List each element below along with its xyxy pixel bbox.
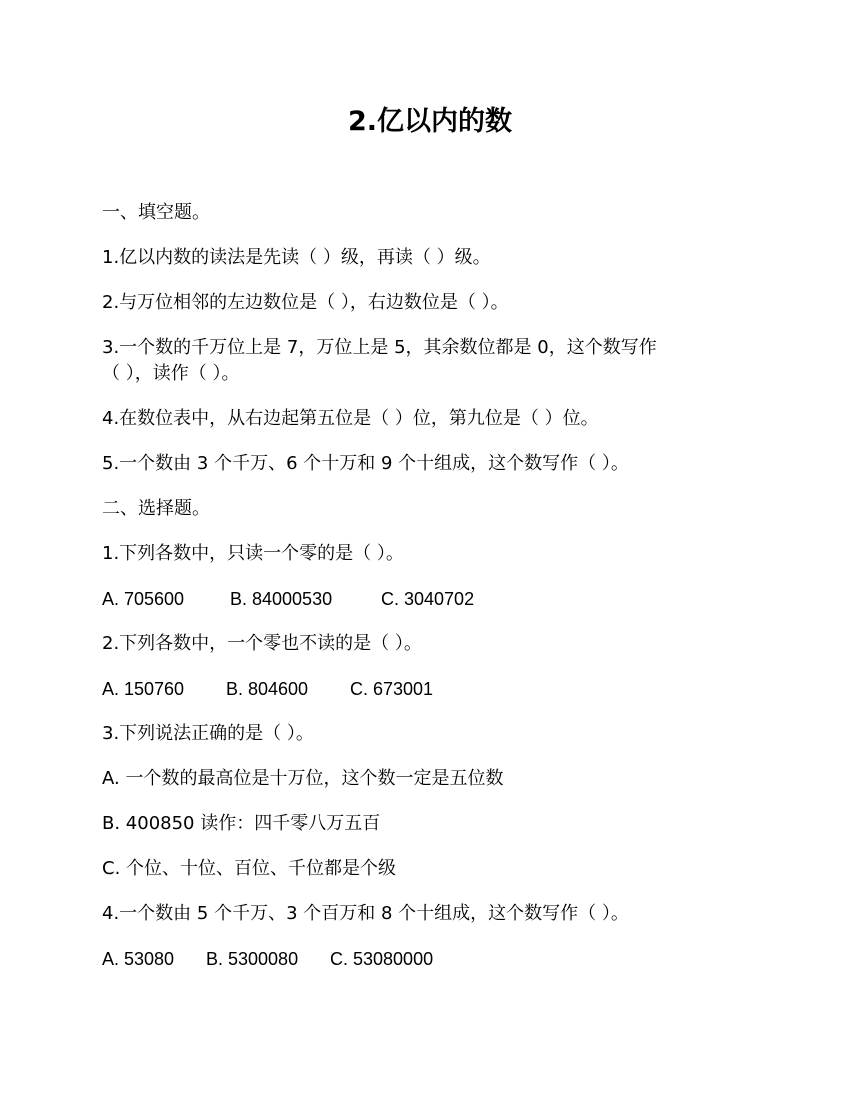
choice-option: B. 804600 <box>226 679 309 699</box>
fill-question-3-line-1: 3.一个数的千万位上是 7，万位上是 5，其余数位都是 0，这个数写作 <box>102 337 657 358</box>
choice-question-4-stem: 4.一个数由 5 个千万、3 个百万和 8 个十组成，这个数写作（ ）。 <box>102 903 629 924</box>
page-title: 2.亿以内的数 <box>347 106 513 137</box>
choice-question-2-options <box>102 676 742 702</box>
choice-question-3-option-b: B. 400850 读作：四千零八万五百 <box>102 813 381 834</box>
fill-question-4: 4.在数位表中，从右边起第五位是（ ）位，第九位是（ ）位。 <box>102 408 599 429</box>
fill-question-5: 5.一个数由 3 个千万、6 个十万和 9 个十组成，这个数写作（ ）。 <box>102 453 629 474</box>
section-fill-in-heading: 一、填空题。 <box>102 202 210 223</box>
choice-option: A. 150760 <box>102 679 185 699</box>
choice-question-1-stem: 1.下列各数中，只读一个零的是（ ）。 <box>102 543 404 564</box>
choice-question-4-options <box>102 946 742 972</box>
worksheet-content <box>102 200 742 972</box>
fill-question-3-line-2: （ ），读作（ ）。 <box>102 363 240 384</box>
choice-option: C. 673001 <box>350 679 434 699</box>
choice-question-1-options <box>102 586 742 612</box>
choice-question-2-stem: 2.下列各数中，一个零也不读的是（ ）。 <box>102 633 422 654</box>
choice-option: A. 53080 <box>102 949 175 969</box>
section-choice-heading: 二、选择题。 <box>102 498 210 519</box>
choice-question-3-option-c: C. 个位、十位、百位、千位都是个级 <box>102 858 397 879</box>
choice-option: C. 53080000 <box>330 949 434 969</box>
choice-question-3-option-a: A. 一个数的最高位是十万位，这个数一定是五位数 <box>102 768 504 789</box>
choice-option: B. 5300080 <box>206 949 299 969</box>
fill-question-2: 2.与万位相邻的左边数位是（ ），右边数位是（ ）。 <box>102 292 509 313</box>
choice-option: C. 3040702 <box>381 589 475 609</box>
choice-option: B. 84000530 <box>230 589 333 609</box>
fill-question-3 <box>102 335 742 387</box>
fill-question-1: 1.亿以内数的读法是先读（ ）级，再读（ ）级。 <box>102 247 491 268</box>
choice-question-3-stem: 3.下列说法正确的是（ ）。 <box>102 723 314 744</box>
choice-option: A. 705600 <box>102 589 185 609</box>
